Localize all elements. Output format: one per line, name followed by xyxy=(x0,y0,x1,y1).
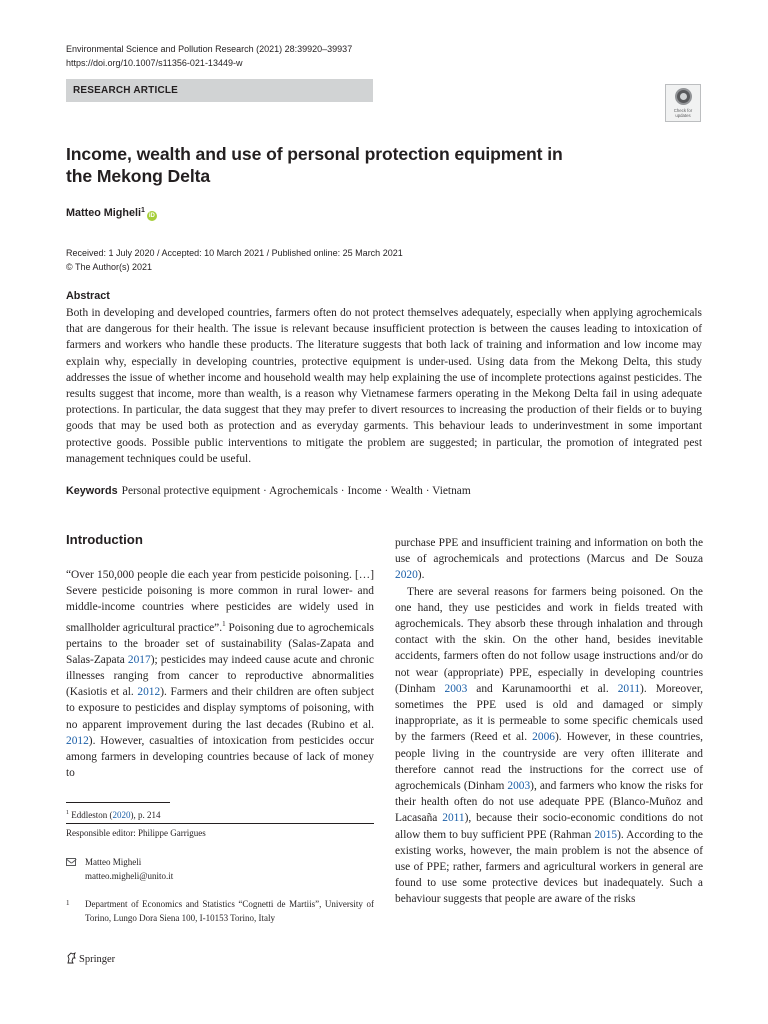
footnote-1: $^1$ Eddleston (2020), p. 214 xyxy=(66,810,161,820)
keywords-line xyxy=(66,485,471,497)
correspondence-block xyxy=(85,855,173,883)
introduction-paragraph-2: There are several reasons for farmers being poisoned. On the one hand, they use pesticides and work in fields treated with agrochemicals. They absorb these through inhalation and through contact with the skin. On the other hand, besides inevitable accidents, farmers often do not follow usage instructions and/or do not wear (appropriate) PPE, especially in developing countries (Dinham 2003 and Karunamoorthi et al. 2011). Moreover, sometimes the PPE used is old and damaged or simply inappropriate, as it is permeable to some specific chemicals used by the farmers (Reed et al. 2006). However, in these countries, people living in the countryside are very often illiterate and therefore cannot read the instructions for the correct use of agrochemicals (Dinham 2003), and farmers who know the risks for their health often do not use adequate PPE (Blanco-Muñoz and Lacasaña 2011), because their socio-economic conditions do not allow them to buy sufficient PPE (Rahman 2015). According to the existing works, however, the main problem is not the absence of use of PPE; rather, farmers and agricultural workers in general are found to use some protective devices but inadequately. Such a behaviour suggests that people are aware of the risks xyxy=(395,585,704,906)
citation-link[interactable]: 2012 xyxy=(137,686,161,699)
citation-link[interactable]: 2011 xyxy=(617,682,641,695)
citation-link[interactable]: 2012 xyxy=(66,734,89,747)
doi-link[interactable]: https://doi.org/10.1007/s11356-021-13449-w xyxy=(66,58,243,68)
article-type-banner: RESEARCH ARTICLE xyxy=(66,79,373,102)
publisher-logo xyxy=(66,952,115,965)
affiliation-marker: 1 xyxy=(140,207,145,214)
copyright-line: © The Author(s) 2021 xyxy=(66,262,153,272)
footnote-marker[interactable]: 1 xyxy=(222,619,226,628)
orcid-icon[interactable]: iD xyxy=(148,213,155,219)
citation-link[interactable]: 2020 xyxy=(395,569,418,582)
introduction-right-column xyxy=(395,535,703,908)
journal-citation: Environmental Science and Pollution Research (2021) 28:39920–39937 xyxy=(66,44,353,54)
open-access-icon: © xyxy=(66,262,73,272)
correspondence-name: Matteo Migheli xyxy=(85,857,142,867)
crossmark-text: Check for updates xyxy=(673,108,693,118)
keywords-values: Personal protective equipment · Agrochemicals · Income · Wealth · Vietnam xyxy=(121,485,471,497)
crossmark-badge[interactable] xyxy=(665,84,701,122)
affiliation-text: Department of Economics and Statistics “Cognetti de Martiis”, University of Torino, Lungo Dora Siena 100, I-10153 Torino, Italy xyxy=(85,899,374,923)
springer-horse-icon xyxy=(66,952,77,964)
journal-header xyxy=(66,42,352,70)
introduction-left-column xyxy=(66,567,374,781)
introduction-paragraph: “Over 150,000 people die each year from pesticide poisoning. […] Severe pesticide poisoning is more common in rural lower- and middle-income countries where pesticides are widely used in smallholder agricultural practice”.$^1$ Poisoning due to agrochemicals pertains to the broader set of sustainability (Salas-Zapata and Salas-Zapata 2017); pesticides may indeed cause acute and chronic illnesses ranging from cancer to reproductive abnormalities (Kasiotis et al. 2012). Farmers and their children are often subject to exposure to pesticides and display symptoms of poisoning, with no apparent improvement during the last decades (Rubino et al. 2012). However, casualties of intoxication from pesticides occur among farmers in developing countries because of lack of money to xyxy=(66,569,374,780)
citation-link[interactable]: 2011 xyxy=(442,812,465,825)
crossmark-icon xyxy=(675,88,692,105)
responsible-editor: Responsible editor: Philippe Garrigues xyxy=(66,828,206,838)
citation-link[interactable]: 2006 xyxy=(532,731,555,744)
abstract-text: Both in developing and developed countries, farmers often do not protect themselves adequately, especially when applying agrochemicals that are dangerous for their health. The issue is relevant because insufficient protection is between the causes leading to intoxication of farmers and workers who handle these products. The literature suggests that both lack of training and information and low income may explain why, especially in developing countries, protective equipment is under-used. Using data from the Mekong Delta, this study addresses the issue of whether income and household wealth may help explaining the use of incomplete protections against pesticides. The results suggest that income, more than wealth, is a reason why Vietnamese farmers operating in the Mekong Delta fail in using adequate protections. In particular, the data suggest that they may prefer to divert resources to increasing the production of their fields or to buying goods that may be used both as protection and as everyday garments. This behaviour leads to underinvestment in some important protective goods. Possible public interventions to mitigate the problem are suggested; in particular, the promotion of integrated pest management techniques could be useful. xyxy=(66,307,702,465)
introduction-paragraph-continued: purchase PPE and insufficient training and information on both the use of agrochemicals and protections (Marcus and De Souza 2020). xyxy=(395,537,703,582)
envelope-icon xyxy=(66,858,76,866)
citation-link[interactable]: 2017 xyxy=(127,653,151,666)
correspondence-email[interactable]: matteo.migheli@unito.it xyxy=(85,871,174,881)
introduction-heading: Introduction xyxy=(66,532,143,547)
article-title: Income, wealth and use of personal protection equipment in the Mekong Delta xyxy=(66,144,563,186)
affiliation-number: 1 xyxy=(66,899,70,907)
author-name[interactable]: Matteo Migheli xyxy=(66,207,141,219)
citation-link[interactable]: 2015 xyxy=(594,828,618,841)
citation-link[interactable]: 2003 xyxy=(507,780,531,793)
footnote-citation-link[interactable]: 2020 xyxy=(112,810,131,820)
publisher-name: Springer xyxy=(79,954,116,965)
keywords-label: Keywords xyxy=(66,485,118,497)
publication-dates xyxy=(66,246,403,274)
author-line xyxy=(66,207,157,221)
abstract-heading: Abstract xyxy=(66,290,110,302)
citation-link[interactable]: 2003 xyxy=(444,682,468,695)
history-dates: Received: 1 July 2020 / Accepted: 10 March 2021 / Published online: 25 March 2021 xyxy=(66,248,403,258)
editor-divider xyxy=(66,823,374,824)
footnote-divider xyxy=(66,802,170,803)
